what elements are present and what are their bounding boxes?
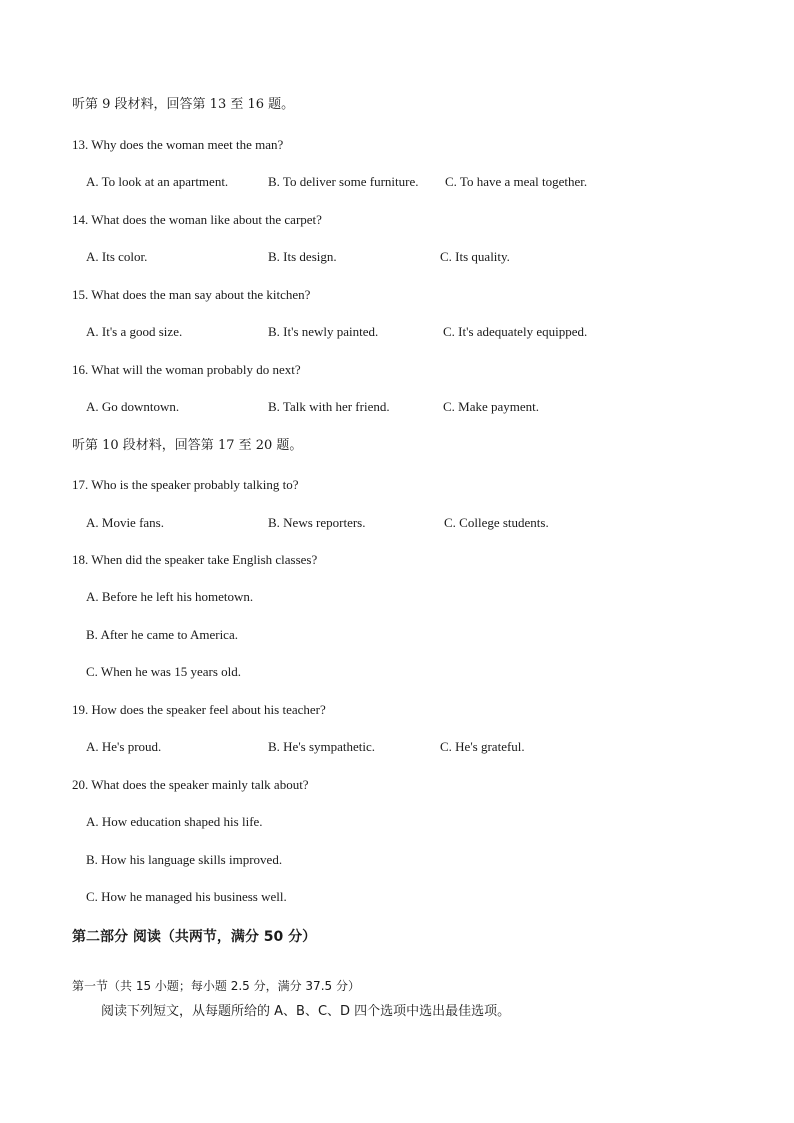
question-18-stem: 18. When did the speaker take English classes?	[72, 552, 318, 567]
question-18-option-c: C. When he was 15 years old.	[86, 664, 242, 679]
question-15-option-a: A. It's a good size.	[86, 324, 183, 339]
part-2-section-1-title: 第一节（共 15 小题；每小题 2.5 分，满分 37.5 分）	[72, 979, 360, 993]
question-13-option-a: A. To look at an apartment.	[86, 174, 229, 189]
question-17-stem: 17. Who is the speaker probably talking to?	[72, 477, 299, 492]
question-16-option-a: A. Go downtown.	[86, 399, 180, 414]
question-15-stem: 15. What does the man say about the kitchen?	[72, 287, 311, 302]
question-14-option-b: B. Its design.	[268, 249, 337, 264]
question-14-stem: 14. What does the woman like about the carpet?	[72, 212, 322, 227]
question-15-option-c: C. It's adequately equipped.	[443, 324, 588, 339]
question-19-option-b: B. He's sympathetic.	[268, 739, 376, 754]
section-10-instruction: 听第 10 段材料，回答第 17 至 20 题。	[72, 438, 303, 453]
question-19-option-c: C. He's grateful.	[440, 739, 525, 754]
question-13-option-b: B. To deliver some furniture.	[268, 174, 419, 189]
question-13-option-c: C. To have a meal together.	[445, 174, 588, 189]
question-16-stem: 16. What will the woman probably do next?	[72, 362, 301, 377]
part-2-instruction: 阅读下列短文，从每题所给的 A、B、C、D 四个选项中选出最佳选项。	[101, 1004, 511, 1019]
question-19-option-a: A. He's proud.	[86, 739, 162, 754]
question-20-option-a: A. How education shaped his life.	[86, 814, 263, 829]
question-16-option-b: B. Talk with her friend.	[268, 399, 390, 414]
question-20-option-c: C. How he managed his business well.	[86, 889, 287, 904]
question-15-option-b: B. It's newly painted.	[268, 324, 379, 339]
question-18-option-a: A. Before he left his hometown.	[86, 589, 254, 604]
section-9-instruction: 听第 9 段材料，回答第 13 至 16 题。	[72, 97, 295, 112]
question-20-stem: 20. What does the speaker mainly talk about?	[72, 777, 309, 792]
question-16-option-c: C. Make payment.	[443, 399, 540, 414]
question-17-option-a: A. Movie fans.	[86, 515, 164, 530]
part-2-title: 第二部分 阅读（共两节，满分 50 分）	[72, 929, 317, 945]
question-14-option-c: C. Its quality.	[440, 249, 510, 264]
question-13-stem: 13. Why does the woman meet the man?	[72, 137, 284, 152]
question-17-option-b: B. News reporters.	[268, 515, 366, 530]
question-20-option-b: B. How his language skills improved.	[86, 852, 283, 867]
question-17-option-c: C. College students.	[444, 515, 549, 530]
question-14-option-a: A. Its color.	[86, 249, 148, 264]
question-19-stem: 19. How does the speaker feel about his teacher?	[72, 702, 326, 717]
question-18-option-b: B. After he came to America.	[86, 627, 238, 642]
